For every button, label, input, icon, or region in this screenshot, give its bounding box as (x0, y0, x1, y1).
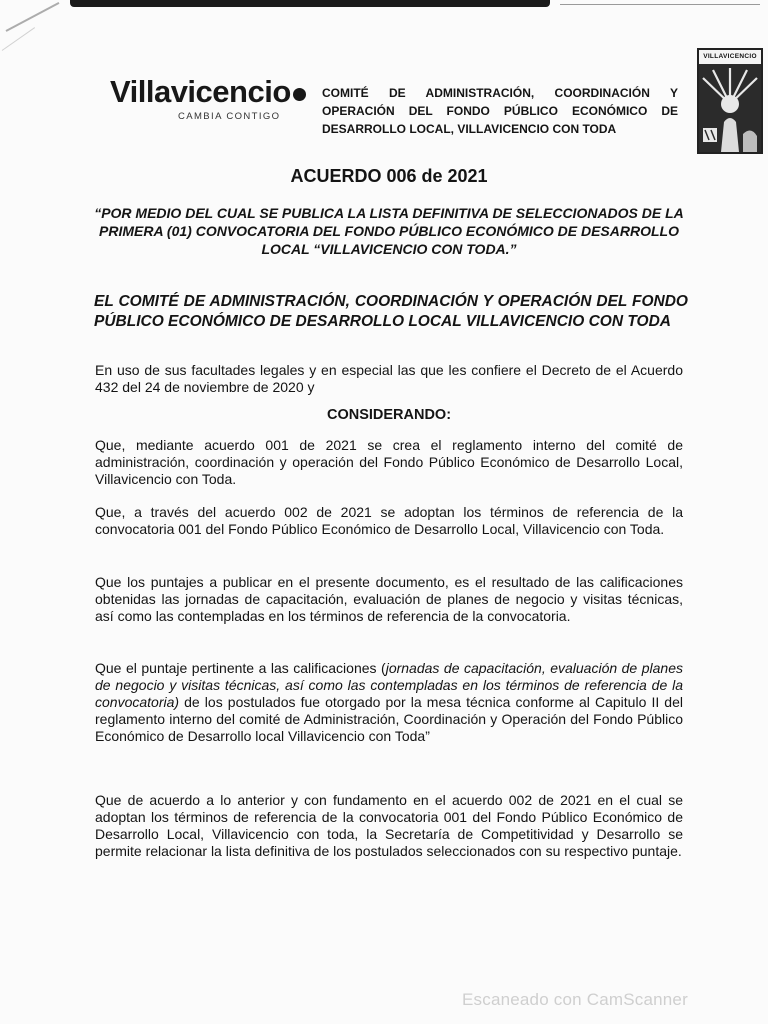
considerando-paragraph-4 (95, 660, 683, 745)
coat-of-arms-seal (697, 48, 763, 154)
scan-edge-line (560, 4, 760, 5)
villavicencio-logo (110, 76, 300, 122)
committee-heading: EL COMITÉ DE ADMINISTRACIÓN, COORDINACIÓN Y OPERACIÓN DEL FONDO PÚBLICO ECONÓMICO DE DESARROLLO LOCAL VILLAVICENCIO CON TODA (94, 293, 688, 330)
considerando-paragraph-2: Que, a través del acuerdo 002 de 2021 se adoptan los términos de referencia de la convocatoria 001 del Fondo Público Económico de Desarrollo Local, Villavicencio con Toda. (95, 504, 683, 537)
seal-emblem-icon (699, 64, 761, 154)
paragraph-4-lead: Que el puntaje pertinente a las calificaciones ( (95, 660, 386, 676)
considerando-paragraph-1: Que, mediante acuerdo 001 de 2021 se crea el reglamento interno del comité de administración, coordinación y operación del Fondo Público Económico de Desarrollo Local, Villavicencio con Toda. (95, 437, 683, 487)
paragraph-4-italic: jornadas de capacitación, evaluación de planes de negocio y visitas técnicas, así como las contempladas en los términos de referencia de la convocatoria) (95, 660, 683, 710)
camscanner-watermark: Escaneado con CamScanner (462, 990, 688, 1009)
committee-header: COMITÉ DE ADMINISTRACIÓN, COORDINACIÓN Y OPERACIÓN DEL FONDO PÚBLICO ECONÓMICO DE DESARROLLO LOCAL, VILLAVICENCIO CON TODA (322, 86, 678, 136)
document-title: ACUERDO 006 de 2021 (290, 166, 488, 186)
considerando-paragraph-3: Que los puntajes a publicar en el presente documento, es el resultado de las calificaciones obtenidas las jornadas de capacitación, evaluación de planes de negocio y visitas técnicas, así como las contempladas en los términos de referencia de la convocatoria. (95, 574, 683, 624)
seal-label: VILLAVICENCIO (699, 50, 761, 64)
considerando-heading: CONSIDERANDO: (326, 407, 452, 423)
logo-tagline: CAMBIA CONTIGO (178, 111, 281, 122)
logo-dot-icon (293, 88, 306, 101)
logo-text: Villavicencio (110, 74, 291, 109)
scan-edge-shadow (70, 0, 550, 7)
paragraph-4-rest: de los postulados fue otorgado por la mesa técnica conforme al Capitulo II del reglamento interno del comité de Administración, Coordinación y Operación del Fondo Público Económico de Desarrollo local Villavicencio con Toda” (95, 694, 683, 744)
intro-paragraph: En uso de sus facultades legales y en especial las que les confiere el Decreto de el Acuerdo 432 del 24 de noviembre de 2020 y (95, 362, 683, 395)
document-subtitle: “POR MEDIO DEL CUAL SE PUBLICA LA LISTA DEFINITIVA DE SELECCIONADOS DE LA PRIMERA (01) CONVOCATORIA DEL FONDO PÚBLICO ECONÓMICO DE DESARROLLO LOCAL “VILLAVICENCIO CON TODA.” (94, 205, 684, 257)
considerando-paragraph-5: Que de acuerdo a lo anterior y con fundamento en el acuerdo 002 de 2021 en el cual se adoptan los términos de referencia de la convocatoria 001 del Fondo Público Económico de Desarrollo Local, Villavicencio con toda, la Secretaría de Competitividad y Desarrollo se permite relacionar la lista definitiva de los postulados seleccionados con su respectivo puntaje. (95, 792, 683, 859)
